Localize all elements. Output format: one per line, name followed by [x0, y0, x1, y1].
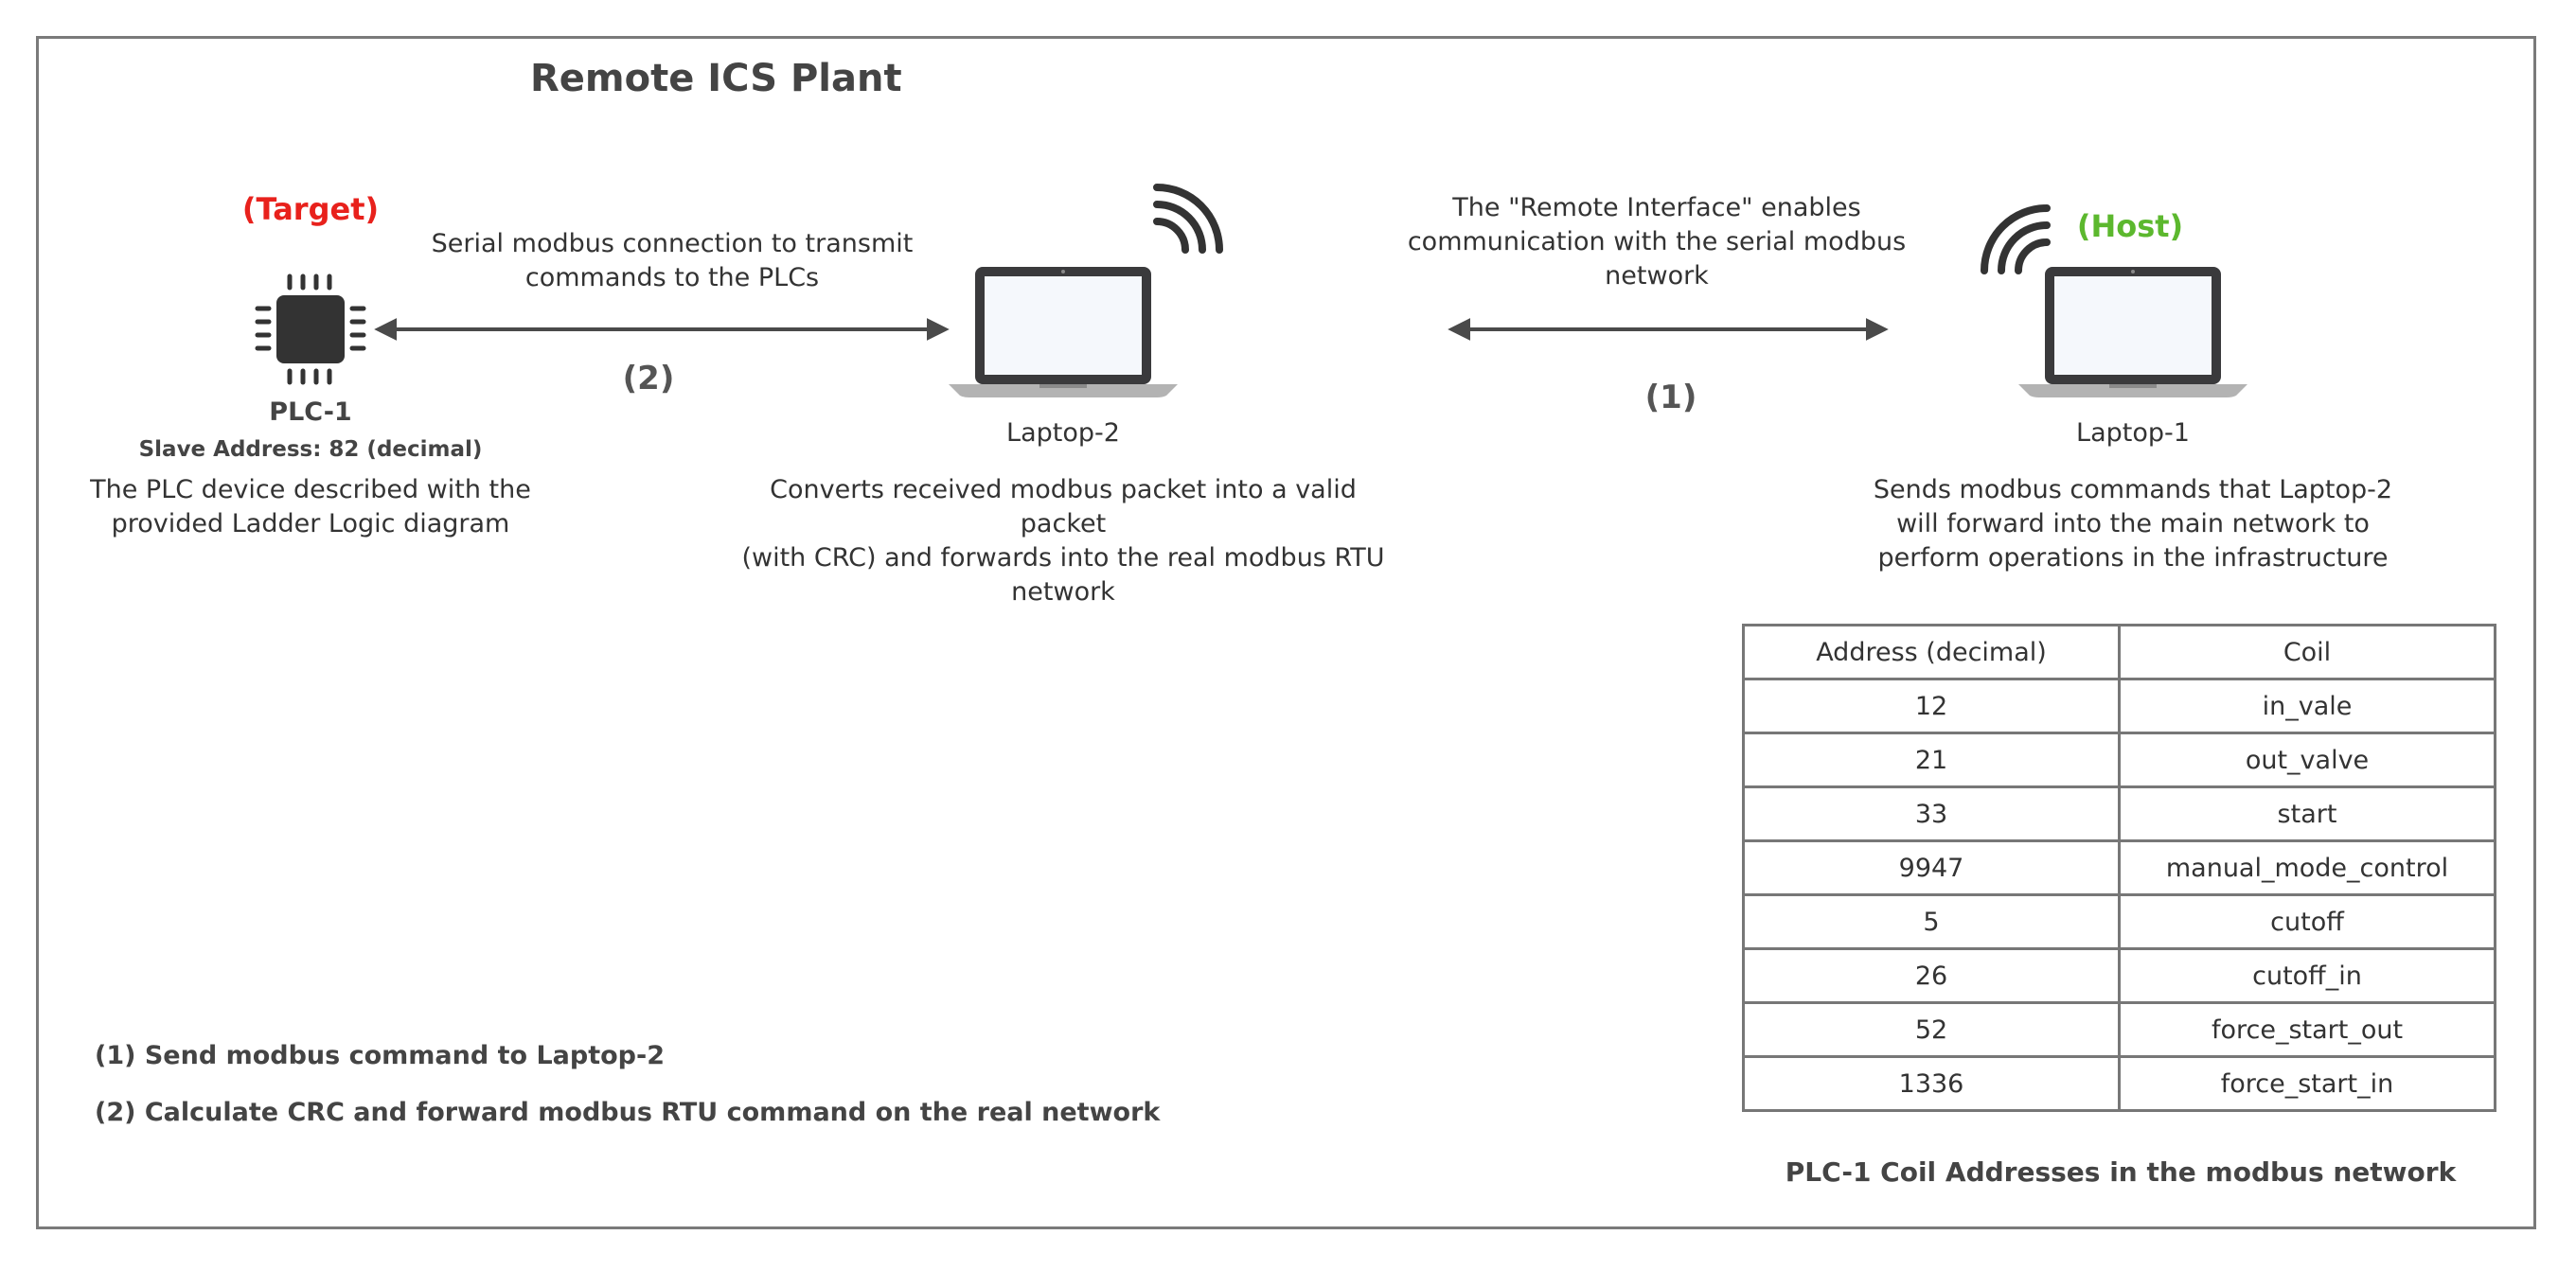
- table-row: [1744, 733, 2496, 787]
- laptop-1-description-line-2: will forward into the main network to: [1896, 509, 2370, 538]
- plc-description: [55, 473, 566, 541]
- plc-chip-icon: [258, 276, 364, 382]
- laptop-1-host-tag: (Host): [2076, 208, 2184, 244]
- plc-description-line-2: provided Ladder Logic diagram: [111, 509, 510, 538]
- laptop-2-description: [729, 473, 1397, 609]
- table-cell-address: 52: [1744, 1003, 2120, 1057]
- laptop-1-name: Laptop-1: [2076, 418, 2190, 448]
- laptop-1-description-line-1: Sends modbus commands that Laptop-2: [1873, 475, 2393, 504]
- link-2-label-line-1: Serial modbus connection to transmit: [431, 229, 914, 258]
- table-row: [1744, 1057, 2496, 1111]
- table-cell-coil: manual_mode_control: [2120, 841, 2496, 895]
- table-cell-coil: cutoff_in: [2120, 949, 2496, 1003]
- laptop-2-name: Laptop-2: [1006, 418, 1120, 448]
- laptop-1-description-line-3: perform operations in the infrastructure: [1877, 543, 2389, 573]
- wifi-icon-laptop-2: [1157, 170, 1236, 250]
- table-row: [1744, 1003, 2496, 1057]
- laptop-2-description-line-3: network: [1011, 577, 1115, 607]
- table-row: [1744, 949, 2496, 1003]
- table-cell-address: 9947: [1744, 841, 2120, 895]
- link-2-number: (2): [622, 360, 675, 397]
- plc-target-tag: (Target): [241, 191, 380, 227]
- table-cell-address: 26: [1744, 949, 2120, 1003]
- table-row: [1744, 787, 2496, 841]
- table-cell-address: 1336: [1744, 1057, 2120, 1111]
- table-row: [1744, 679, 2496, 733]
- table-cell-coil: force_start_out: [2120, 1003, 2496, 1057]
- plc-description-line-1: The PLC device described with the: [90, 475, 531, 504]
- table-header-coil: Coil: [2120, 626, 2496, 679]
- link-2-label-line-2: commands to the PLCs: [524, 263, 820, 292]
- table-cell-coil: out_valve: [2120, 733, 2496, 787]
- laptop-2-icon: [949, 267, 1178, 397]
- diagram-title: Remote ICS Plant: [530, 57, 902, 100]
- table-cell-coil: force_start_in: [2120, 1057, 2496, 1111]
- table-header-address: Address (decimal): [1744, 626, 2120, 679]
- laptop-2-description-line-1: Converts received modbus packet into a valid packet: [770, 475, 1357, 538]
- table-cell-address: 5: [1744, 895, 2120, 949]
- link-1-number: (1): [1644, 379, 1697, 416]
- coil-address-table: [1742, 624, 2496, 1112]
- table-cell-address: 33: [1744, 787, 2120, 841]
- table-cell-coil: start: [2120, 787, 2496, 841]
- legend-step-1: (1) Send modbus command to Laptop-2: [95, 1041, 665, 1070]
- table-cell-address: 21: [1744, 733, 2120, 787]
- table-header-row: [1744, 626, 2496, 679]
- table-caption: PLC-1 Coil Addresses in the modbus network: [1785, 1156, 2457, 1188]
- table-row: [1744, 841, 2496, 895]
- table-cell-coil: cutoff: [2120, 895, 2496, 949]
- laptop-2-description-line-2: (with CRC) and forwards into the real modbus RTU: [741, 543, 1385, 573]
- laptop-1-description: [1818, 473, 2448, 575]
- link-1-label-line-2: communication with the serial modbus: [1407, 227, 1907, 256]
- plc-slave-address: Slave Address: 82 (decimal): [138, 437, 483, 462]
- plc-name: PLC-1: [269, 397, 352, 427]
- link-1-label-line-1: The "Remote Interface" enables: [1452, 193, 1861, 222]
- link-2-label: [417, 227, 928, 295]
- link-1-label-line-3: network: [1605, 261, 1709, 291]
- link-1-label: [1392, 191, 1922, 293]
- table-row: [1744, 895, 2496, 949]
- legend-step-2: (2) Calculate CRC and forward modbus RTU command on the real network: [95, 1098, 1161, 1127]
- laptop-1-icon: [2018, 267, 2247, 397]
- table-cell-address: 12: [1744, 679, 2120, 733]
- table-cell-coil: in_vale: [2120, 679, 2496, 733]
